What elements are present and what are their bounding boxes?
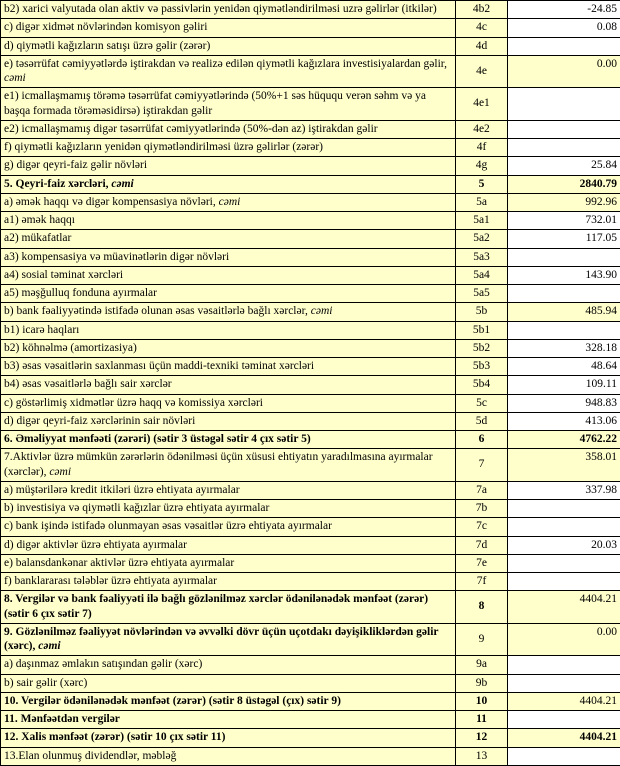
row-label-text: b3) əsas vəsaitlərin saxlanması üçün maddi-texniki təminat xərcləri bbox=[4, 360, 314, 372]
table-row bbox=[1, 55, 620, 88]
row-code-cell: 7f bbox=[456, 573, 508, 591]
row-label-text: d) digər qeyri-faiz xərclərinin sair növləri bbox=[4, 415, 195, 427]
table-row bbox=[1, 19, 620, 37]
table-row bbox=[1, 339, 620, 357]
row-label-cell bbox=[1, 120, 456, 138]
table-row bbox=[1, 157, 620, 175]
row-value-cell bbox=[508, 554, 620, 572]
row-value-cell: 117.05 bbox=[508, 230, 620, 248]
table-row bbox=[1, 37, 620, 55]
table-row bbox=[1, 266, 620, 284]
row-label-cell bbox=[1, 729, 456, 747]
row-label-text: b4) əsas vəsaitlərlə bağlı sair xərclər bbox=[4, 378, 172, 390]
table-row bbox=[1, 729, 620, 747]
table-row bbox=[1, 656, 620, 674]
row-code-cell: 13 bbox=[456, 747, 508, 765]
row-label-cell bbox=[1, 37, 456, 55]
table-body bbox=[1, 1, 620, 766]
row-code-cell: 9b bbox=[456, 674, 508, 692]
row-value-cell bbox=[508, 120, 620, 138]
row-code-cell: 5a4 bbox=[456, 266, 508, 284]
row-value-cell bbox=[508, 500, 620, 518]
row-label-text: f) banklararası tələblər üzrə ehtiyata ayırmalar bbox=[4, 575, 217, 587]
row-label-cell bbox=[1, 212, 456, 230]
row-label-cell bbox=[1, 285, 456, 303]
row-label-emphasis: cəmi bbox=[219, 196, 241, 208]
row-label-cell bbox=[1, 536, 456, 554]
row-code-cell: 7a bbox=[456, 481, 508, 499]
row-code-cell: 9 bbox=[456, 623, 508, 656]
row-code-cell: 9a bbox=[456, 656, 508, 674]
row-value-cell bbox=[508, 139, 620, 157]
row-label-text: g) digər qeyri-faiz gəlir növləri bbox=[4, 159, 147, 171]
row-value-cell: 143.90 bbox=[508, 266, 620, 284]
row-code-cell: 5b1 bbox=[456, 321, 508, 339]
table-row bbox=[1, 674, 620, 692]
table-row bbox=[1, 175, 620, 193]
row-label-text: c) göstərlimiş xidmətlər üzrə haqq və komissiya xərcləri bbox=[4, 397, 263, 409]
row-label-cell bbox=[1, 518, 456, 536]
row-code-cell: 4e bbox=[456, 55, 508, 88]
row-label-cell bbox=[1, 1, 456, 19]
row-value-cell: 948.83 bbox=[508, 394, 620, 412]
row-label-cell bbox=[1, 321, 456, 339]
row-value-cell: 4404.21 bbox=[508, 692, 620, 710]
row-value-cell: 413.06 bbox=[508, 412, 620, 430]
row-value-cell: 20.03 bbox=[508, 536, 620, 554]
table-row bbox=[1, 394, 620, 412]
row-code-cell: 4d bbox=[456, 37, 508, 55]
row-code-cell: 4e1 bbox=[456, 88, 508, 121]
row-code-cell: 5b bbox=[456, 303, 508, 321]
row-code-cell: 7b bbox=[456, 500, 508, 518]
row-value-cell: -24.85 bbox=[508, 1, 620, 19]
table-row bbox=[1, 358, 620, 376]
row-label-emphasis: cəmi bbox=[111, 178, 133, 190]
row-code-cell: 5a5 bbox=[456, 285, 508, 303]
row-value-cell: 732.01 bbox=[508, 212, 620, 230]
row-code-cell: 7 bbox=[456, 449, 508, 482]
row-code-cell: 4g bbox=[456, 157, 508, 175]
row-label-text: a5) məşğulluq fonduna ayırmalar bbox=[4, 287, 157, 299]
row-label-text: e) təsərrüfat cəmiyyətlərdə iştirakdan və realizə edilən qiymətli kağızlara investisiyalardan gəlir, bbox=[4, 58, 447, 70]
row-value-cell: 4762.22 bbox=[508, 431, 620, 449]
table-row bbox=[1, 1, 620, 19]
row-code-cell: 5a3 bbox=[456, 248, 508, 266]
row-value-cell: 358.01 bbox=[508, 449, 620, 482]
table-row bbox=[1, 248, 620, 266]
row-label-text: b2) xarici valyutada olan aktiv və passivlərin yenidən qiymətləndirilməsi uzrə gəlirlər (itkilər) bbox=[4, 3, 437, 15]
row-label-cell bbox=[1, 193, 456, 211]
row-label-text: f) qiymətli kağızların yenidən qiymətləndirilməsi üzrə gəlirlər (zərər) bbox=[4, 141, 323, 153]
row-label-cell bbox=[1, 88, 456, 121]
row-label-cell bbox=[1, 656, 456, 674]
row-label-text: e1) icmallaşmamış törəmə təsərrüfat cəmiyyətlərində (50%+1 səs hüququ verən səhm və ya başqa formada törəməsidirsə) iştirakdan gəlir bbox=[4, 90, 426, 116]
row-value-cell: 0.00 bbox=[508, 623, 620, 656]
row-value-cell: 4404.21 bbox=[508, 729, 620, 747]
row-value-cell bbox=[508, 321, 620, 339]
row-value-cell: 337.98 bbox=[508, 481, 620, 499]
row-label-cell bbox=[1, 674, 456, 692]
row-label-cell bbox=[1, 591, 456, 624]
row-label-cell bbox=[1, 481, 456, 499]
table-row bbox=[1, 692, 620, 710]
row-label-text: d) digər aktivlər üzrə ehtiyata ayırmalar bbox=[4, 539, 187, 551]
row-code-cell: 5c bbox=[456, 394, 508, 412]
row-code-cell: 4c bbox=[456, 19, 508, 37]
row-code-cell: 6 bbox=[456, 431, 508, 449]
row-label-text: c) bank işində istifadə olunmayan əsas vəsaitlər üzrə ehtiyata ayırmalar bbox=[4, 520, 332, 532]
table-row bbox=[1, 431, 620, 449]
row-label-text: b2) köhnəlmə (amortizasiya) bbox=[4, 342, 137, 354]
row-code-cell: 4b2 bbox=[456, 1, 508, 19]
table-row bbox=[1, 536, 620, 554]
row-label-cell bbox=[1, 55, 456, 88]
row-value-cell bbox=[508, 711, 620, 729]
row-label-cell bbox=[1, 623, 456, 656]
row-label-cell bbox=[1, 412, 456, 430]
row-value-cell: 48.64 bbox=[508, 358, 620, 376]
row-label-text: 8. Vergilər və bank fəaliyyəti ilə bağlı gözlənilməz xərclər ödənilənədək mənfəət (zərər) (sətir 6 çıx sətir 7) bbox=[4, 593, 428, 619]
row-label-text: a4) sosial təminat xərcləri bbox=[4, 269, 123, 281]
row-value-cell bbox=[508, 573, 620, 591]
row-label-emphasis: cəmi bbox=[49, 466, 71, 478]
row-label-text: 10. Vergilər ödənilənədək mənfəət (zərər) (sətir 8 üstəgəl (çıx) sətir 9) bbox=[4, 695, 341, 707]
row-label-cell bbox=[1, 573, 456, 591]
row-code-cell: 5a2 bbox=[456, 230, 508, 248]
row-label-text: 9. Gözlənilməz fəaliyyət növlərindən və əvvəlki dövr üçün uçotdakı dəyişikliklərdən gəlir (xərc), bbox=[4, 626, 438, 652]
row-label-text: e2) icmallaşmamış digər təsərrüfat cəmiyyətlərində (50%-dən az) iştirakdan gəlir bbox=[4, 123, 378, 135]
table-row bbox=[1, 376, 620, 394]
row-code-cell: 5b3 bbox=[456, 358, 508, 376]
table-row bbox=[1, 591, 620, 624]
row-value-cell bbox=[508, 747, 620, 765]
row-value-cell bbox=[508, 88, 620, 121]
table-row bbox=[1, 623, 620, 656]
row-label-text: 13.Elan olunmuş dividendlər, məbləğ bbox=[4, 750, 176, 762]
row-label-cell bbox=[1, 303, 456, 321]
row-label-cell bbox=[1, 449, 456, 482]
table-row bbox=[1, 747, 620, 765]
table-row bbox=[1, 554, 620, 572]
row-label-text: d) qiymətli kağızların satışı üzrə gəlir (zərər) bbox=[4, 40, 210, 52]
row-label-emphasis: cəmi bbox=[38, 640, 60, 652]
row-value-cell: 0.08 bbox=[508, 19, 620, 37]
table-row bbox=[1, 573, 620, 591]
row-label-cell bbox=[1, 139, 456, 157]
row-code-cell: 7d bbox=[456, 536, 508, 554]
row-label-cell bbox=[1, 157, 456, 175]
row-label-text: a1) əmək haqqı bbox=[4, 214, 75, 226]
row-label-text: 5. Qeyri-faiz xərcləri, bbox=[4, 178, 109, 190]
table-row bbox=[1, 139, 620, 157]
row-label-text: 7.Aktivlər üzrə mümkün zərərlərin ödənilməsi üçün xüsusi ehtiyatın yaradılmasına ayırmalar (xərclər), bbox=[4, 451, 433, 477]
table-row bbox=[1, 285, 620, 303]
row-label-text: 6. Əməliyyat mənfəəti (zərəri) (sətir 3 üstəgəl sətir 4 çıx sətir 5) bbox=[4, 433, 311, 445]
row-label-text: 11. Mənfəətdən vergilər bbox=[4, 713, 120, 725]
table-row bbox=[1, 449, 620, 482]
row-value-cell: 2840.79 bbox=[508, 175, 620, 193]
row-value-cell: 992.96 bbox=[508, 193, 620, 211]
row-value-cell: 4404.21 bbox=[508, 591, 620, 624]
row-code-cell: 7e bbox=[456, 554, 508, 572]
row-label-cell bbox=[1, 376, 456, 394]
row-label-cell bbox=[1, 175, 456, 193]
table-row bbox=[1, 518, 620, 536]
row-code-cell: 11 bbox=[456, 711, 508, 729]
row-label-cell bbox=[1, 230, 456, 248]
row-label-text: b) bank fəaliyyətində istifadə olunan əsas vəsaitlərlə bağlı xərclər, bbox=[4, 305, 308, 317]
row-label-text: a) müştərilərə kredit itkiləri üzrə ehtiyata ayırmalar bbox=[4, 484, 240, 496]
row-label-cell bbox=[1, 431, 456, 449]
row-label-text: a) əmək haqqı və digər kompensasiya növləri, bbox=[4, 196, 216, 208]
table-row bbox=[1, 481, 620, 499]
row-code-cell: 5d bbox=[456, 412, 508, 430]
row-code-cell: 7c bbox=[456, 518, 508, 536]
row-label-cell bbox=[1, 747, 456, 765]
row-code-cell: 5a1 bbox=[456, 212, 508, 230]
row-code-cell: 8 bbox=[456, 591, 508, 624]
row-value-cell bbox=[508, 674, 620, 692]
row-label-cell bbox=[1, 266, 456, 284]
row-code-cell: 10 bbox=[456, 692, 508, 710]
row-label-text: c) digər xidmət növlərindən komisyon gəliri bbox=[4, 21, 207, 33]
row-code-cell: 5a bbox=[456, 193, 508, 211]
row-label-cell bbox=[1, 500, 456, 518]
row-label-text: b) sair gəlir (xərc) bbox=[4, 677, 87, 689]
table-row bbox=[1, 120, 620, 138]
row-code-cell: 5b2 bbox=[456, 339, 508, 357]
row-value-cell bbox=[508, 248, 620, 266]
row-label-cell bbox=[1, 339, 456, 357]
row-label-cell bbox=[1, 394, 456, 412]
row-value-cell: 485.94 bbox=[508, 303, 620, 321]
row-label-text: a3) kompensasiya və müavinətlərin digər növləri bbox=[4, 251, 229, 263]
row-label-text: b) investisiya və qiymətli kağızlar üzrə ehtiyata ayırmalar bbox=[4, 502, 269, 514]
row-label-cell bbox=[1, 554, 456, 572]
row-code-cell: 5b4 bbox=[456, 376, 508, 394]
table-row bbox=[1, 88, 620, 121]
row-label-text: a) daşınmaz əmlakın satışından gəlir (xərc) bbox=[4, 658, 202, 670]
row-label-text: e) balansdankənar aktivlər üzrə ehtiyata ayırmalar bbox=[4, 557, 234, 569]
table-row bbox=[1, 212, 620, 230]
table-row bbox=[1, 711, 620, 729]
table-row bbox=[1, 500, 620, 518]
row-value-cell bbox=[508, 656, 620, 674]
table-row bbox=[1, 412, 620, 430]
row-value-cell: 109.11 bbox=[508, 376, 620, 394]
row-value-cell: 25.84 bbox=[508, 157, 620, 175]
row-label-emphasis: cəmi bbox=[4, 72, 26, 84]
row-value-cell bbox=[508, 518, 620, 536]
row-label-cell bbox=[1, 358, 456, 376]
row-label-cell bbox=[1, 19, 456, 37]
row-label-cell bbox=[1, 711, 456, 729]
table-row bbox=[1, 193, 620, 211]
row-code-cell: 12 bbox=[456, 729, 508, 747]
row-code-cell: 4f bbox=[456, 139, 508, 157]
row-value-cell bbox=[508, 285, 620, 303]
row-label-cell bbox=[1, 692, 456, 710]
row-label-emphasis: cəmi bbox=[311, 305, 333, 317]
row-value-cell: 328.18 bbox=[508, 339, 620, 357]
row-label-text: b1) icarə haqları bbox=[4, 324, 79, 336]
table-row bbox=[1, 303, 620, 321]
row-label-text: a2) mükafatlar bbox=[4, 232, 71, 244]
table-row bbox=[1, 230, 620, 248]
row-value-cell: 0.00 bbox=[508, 55, 620, 88]
row-label-text: 12. Xalis mənfəət (zərər) (sətir 10 çıx sətir 11) bbox=[4, 731, 226, 743]
table-row bbox=[1, 321, 620, 339]
row-code-cell: 5 bbox=[456, 175, 508, 193]
row-label-cell bbox=[1, 248, 456, 266]
row-value-cell bbox=[508, 37, 620, 55]
row-code-cell: 4e2 bbox=[456, 120, 508, 138]
